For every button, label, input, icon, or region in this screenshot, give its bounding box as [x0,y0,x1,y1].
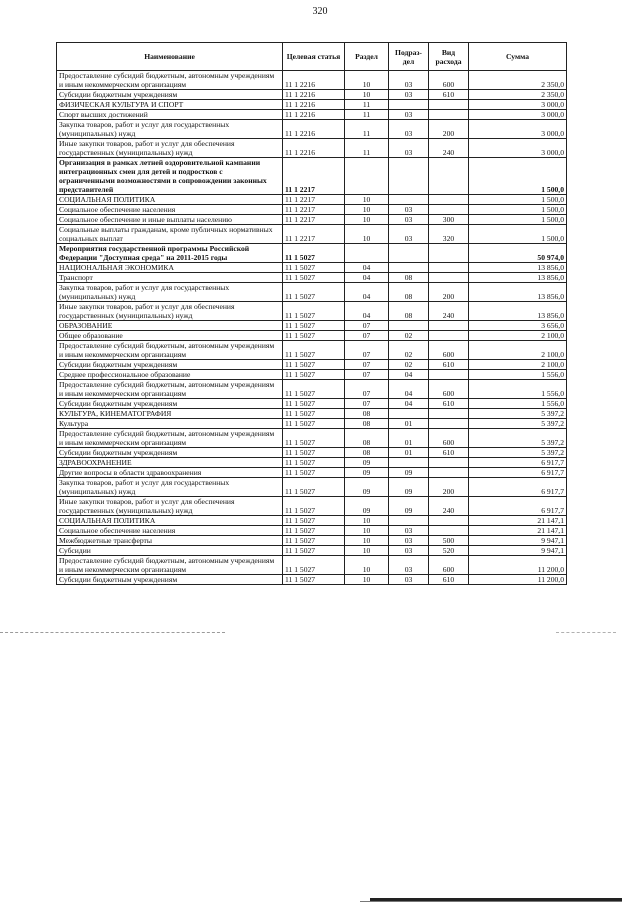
row-article-cell: 11 1 5027 [283,478,345,497]
row-expense-type-cell: 200 [429,283,469,302]
header-article: Целевая статья [283,43,345,71]
row-subsection-cell [389,100,429,110]
row-article-cell: 11 1 5027 [283,341,345,360]
table-row [57,331,567,341]
row-subsection-cell [389,321,429,331]
header-expense-type: Вид расхода [429,43,469,71]
row-amount-cell: 13 856,0 [469,302,567,321]
row-subsection-cell: 08 [389,273,429,283]
row-subsection-cell: 01 [389,448,429,458]
row-name-cell: Межбюджетные трансферты [57,536,283,546]
row-subsection-cell: 03 [389,225,429,244]
row-section-cell: 11 [345,120,389,139]
row-article-cell: 11 1 2216 [283,100,345,110]
row-article-cell: 11 1 5027 [283,360,345,370]
row-subsection-cell [389,516,429,526]
row-amount-cell: 1 500,0 [469,158,567,195]
table-row [57,302,567,321]
row-article-cell: 11 1 5027 [283,263,345,273]
row-section-cell: 09 [345,497,389,516]
row-article-cell: 11 1 5027 [283,468,345,478]
row-article-cell: 11 1 5027 [283,244,345,263]
row-section-cell [345,244,389,263]
table-row [57,321,567,331]
row-amount-cell: 5 397,2 [469,448,567,458]
row-article-cell: 11 1 5027 [283,321,345,331]
row-name-cell: Субсидии [57,546,283,556]
table-row [57,90,567,100]
row-subsection-cell: 02 [389,331,429,341]
row-article-cell: 11 1 5027 [283,546,345,556]
row-subsection-cell: 09 [389,478,429,497]
row-name-cell: Социальное обеспечение и иные выплаты населению [57,215,283,225]
row-article-cell: 11 1 5027 [283,458,345,468]
row-section-cell: 09 [345,478,389,497]
row-section-cell: 08 [345,429,389,448]
table-row [57,244,567,263]
row-amount-cell: 11 200,0 [469,575,567,585]
row-section-cell: 08 [345,448,389,458]
row-expense-type-cell [429,195,469,205]
row-name-cell: Организация в рамках летней оздоровительной кампании интеграционных смен для детей и подростков с ограниченными возможностями в сопровождении законных представителей [57,158,283,195]
row-expense-type-cell: 200 [429,120,469,139]
row-expense-type-cell: 600 [429,341,469,360]
row-section-cell: 07 [345,321,389,331]
row-expense-type-cell: 610 [429,448,469,458]
table-row [57,215,567,225]
row-amount-cell: 5 397,2 [469,419,567,429]
row-name-cell: Спорт высших достижений [57,110,283,120]
row-amount-cell: 1 556,0 [469,380,567,399]
row-subsection-cell: 03 [389,139,429,158]
row-expense-type-cell [429,263,469,273]
row-article-cell: 11 1 5027 [283,497,345,516]
row-section-cell: 07 [345,360,389,370]
row-section-cell: 10 [345,546,389,556]
row-expense-type-cell [429,468,469,478]
row-expense-type-cell [429,409,469,419]
row-name-cell: Предоставление субсидий бюджетным, автономным учреждениям и иным некоммерческим организациям [57,341,283,360]
row-section-cell: 07 [345,399,389,409]
row-article-cell: 11 1 2216 [283,90,345,100]
row-subsection-cell: 03 [389,536,429,546]
row-name-cell: Мероприятия государственной программы Российской Федерации "Доступная среда" на 2011-2015 годы [57,244,283,263]
row-amount-cell: 6 917,7 [469,497,567,516]
budget-table [56,42,567,585]
row-expense-type-cell: 500 [429,536,469,546]
table-row [57,205,567,215]
row-amount-cell: 13 856,0 [469,273,567,283]
row-name-cell: Субсидии бюджетным учреждениям [57,575,283,585]
row-name-cell: Другие вопросы в области здравоохранения [57,468,283,478]
row-subsection-cell: 03 [389,120,429,139]
row-expense-type-cell: 610 [429,399,469,409]
table-row [57,360,567,370]
table-row [57,497,567,516]
table-row [57,429,567,448]
row-expense-type-cell: 610 [429,360,469,370]
row-name-cell: Среднее профессиональное образование [57,370,283,380]
row-amount-cell: 3 000,0 [469,100,567,110]
row-subsection-cell: 03 [389,526,429,536]
row-expense-type-cell [429,158,469,195]
row-section-cell: 04 [345,263,389,273]
row-amount-cell: 1 500,0 [469,205,567,215]
row-expense-type-cell: 600 [429,429,469,448]
row-name-cell: ЗДРАВООХРАНЕНИЕ [57,458,283,468]
row-section-cell: 10 [345,71,389,90]
table-row [57,536,567,546]
row-expense-type-cell [429,516,469,526]
table-row [57,370,567,380]
row-article-cell: 11 1 5027 [283,380,345,399]
row-name-cell: Предоставление субсидий бюджетным, автономным учреждениям и иным некоммерческим организациям [57,429,283,448]
row-article-cell: 11 1 5027 [283,536,345,546]
row-subsection-cell: 03 [389,110,429,120]
row-amount-cell: 9 947,1 [469,546,567,556]
row-article-cell: 11 1 5027 [283,409,345,419]
bottom-rule-thin [360,901,622,902]
row-amount-cell: 13 856,0 [469,283,567,302]
row-expense-type-cell [429,526,469,536]
row-article-cell: 11 1 5027 [283,556,345,575]
row-expense-type-cell [429,331,469,341]
row-expense-type-cell: 610 [429,90,469,100]
row-expense-type-cell [429,419,469,429]
row-article-cell: 11 1 2217 [283,215,345,225]
row-article-cell: 11 1 2217 [283,205,345,215]
row-subsection-cell [389,195,429,205]
row-subsection-cell: 04 [389,370,429,380]
row-expense-type-cell [429,205,469,215]
row-subsection-cell [389,458,429,468]
row-name-cell: КУЛЬТУРА, КИНЕМАТОГРАФИЯ [57,409,283,419]
table-row [57,195,567,205]
row-subsection-cell [389,409,429,419]
row-expense-type-cell: 240 [429,139,469,158]
row-article-cell: 11 1 2216 [283,71,345,90]
row-amount-cell: 2 350,0 [469,90,567,100]
row-amount-cell: 6 917,7 [469,468,567,478]
row-name-cell: ОБРАЗОВАНИЕ [57,321,283,331]
row-amount-cell: 2 100,0 [469,331,567,341]
table-row [57,120,567,139]
row-name-cell: Закупка товаров, работ и услуг для государственных (муниципальных) нужд [57,120,283,139]
header-subsection: Подраз- дел [389,43,429,71]
row-name-cell: Социальные выплаты гражданам, кроме публичных нормативных социальных выплат [57,225,283,244]
row-section-cell: 07 [345,380,389,399]
table-row [57,100,567,110]
table-row [57,478,567,497]
row-subsection-cell: 04 [389,380,429,399]
table-row [57,526,567,536]
row-article-cell: 11 1 5027 [283,526,345,536]
row-name-cell: Культура [57,419,283,429]
row-amount-cell: 21 147,1 [469,516,567,526]
row-amount-cell: 1 500,0 [469,215,567,225]
row-subsection-cell [389,158,429,195]
row-article-cell: 11 1 5027 [283,283,345,302]
row-article-cell: 11 1 2216 [283,139,345,158]
row-name-cell: Предоставление субсидий бюджетным, автономным учреждениям и иным некоммерческим организациям [57,556,283,575]
row-article-cell: 11 1 5027 [283,331,345,341]
row-section-cell: 04 [345,302,389,321]
row-subsection-cell: 08 [389,283,429,302]
row-amount-cell: 6 917,7 [469,478,567,497]
row-amount-cell: 1 556,0 [469,370,567,380]
row-name-cell: ФИЗИЧЕСКАЯ КУЛЬТУРА И СПОРТ [57,100,283,110]
row-subsection-cell: 03 [389,556,429,575]
row-article-cell: 11 1 2216 [283,120,345,139]
row-amount-cell: 3 000,0 [469,120,567,139]
table-row [57,380,567,399]
row-subsection-cell: 04 [389,399,429,409]
table-row [57,419,567,429]
table-row [57,468,567,478]
row-section-cell: 11 [345,110,389,120]
row-subsection-cell: 03 [389,546,429,556]
row-name-cell: Общее образование [57,331,283,341]
row-amount-cell: 5 397,2 [469,409,567,419]
row-subsection-cell: 09 [389,497,429,516]
table-row [57,139,567,158]
row-section-cell: 04 [345,273,389,283]
row-amount-cell: 21 147,1 [469,526,567,536]
table-row [57,283,567,302]
row-amount-cell: 3 000,0 [469,110,567,120]
row-name-cell: Субсидии бюджетным учреждениям [57,360,283,370]
table-row [57,458,567,468]
row-expense-type-cell: 520 [429,546,469,556]
row-subsection-cell: 03 [389,71,429,90]
table-row [57,556,567,575]
row-subsection-cell [389,244,429,263]
row-subsection-cell [389,263,429,273]
table-header-row [57,43,567,71]
row-article-cell: 11 1 5027 [283,302,345,321]
row-amount-cell: 3 656,0 [469,321,567,331]
row-name-cell: НАЦИОНАЛЬНАЯ ЭКОНОМИКА [57,263,283,273]
row-expense-type-cell: 610 [429,575,469,585]
row-subsection-cell: 03 [389,575,429,585]
row-article-cell: 11 1 5027 [283,575,345,585]
row-amount-cell: 5 397,2 [469,429,567,448]
table-row [57,158,567,195]
row-article-cell: 11 1 5027 [283,448,345,458]
row-expense-type-cell [429,458,469,468]
row-expense-type-cell [429,100,469,110]
row-expense-type-cell [429,110,469,120]
row-name-cell: Иные закупки товаров, работ и услуг для обеспечения государственных (муниципальных) нужд [57,302,283,321]
row-amount-cell: 11 200,0 [469,556,567,575]
row-article-cell: 11 1 2216 [283,110,345,120]
row-section-cell: 07 [345,341,389,360]
row-name-cell: Закупка товаров, работ и услуг для государственных (муниципальных) нужд [57,283,283,302]
row-article-cell: 11 1 5027 [283,273,345,283]
row-section-cell: 04 [345,283,389,302]
row-subsection-cell: 09 [389,468,429,478]
row-subsection-cell: 01 [389,419,429,429]
row-amount-cell: 1 500,0 [469,225,567,244]
table-row [57,273,567,283]
table-row [57,409,567,419]
row-name-cell: Субсидии бюджетным учреждениям [57,90,283,100]
row-amount-cell: 1 500,0 [469,195,567,205]
row-section-cell: 10 [345,575,389,585]
row-section-cell: 10 [345,215,389,225]
row-article-cell: 11 1 2217 [283,195,345,205]
row-section-cell: 10 [345,90,389,100]
row-name-cell: Социальное обеспечение населения [57,526,283,536]
row-section-cell: 08 [345,419,389,429]
row-name-cell: СОЦИАЛЬНАЯ ПОЛИТИКА [57,195,283,205]
row-section-cell: 09 [345,468,389,478]
row-name-cell: Социальное обеспечение населения [57,205,283,215]
table-body [57,71,567,585]
row-expense-type-cell: 240 [429,497,469,516]
row-section-cell: 10 [345,225,389,244]
row-amount-cell: 3 000,0 [469,139,567,158]
row-article-cell: 11 1 2217 [283,158,345,195]
row-expense-type-cell: 300 [429,215,469,225]
page-number: 320 [312,6,328,17]
row-subsection-cell: 03 [389,90,429,100]
row-article-cell: 11 1 5027 [283,516,345,526]
row-section-cell: 11 [345,100,389,110]
row-expense-type-cell: 600 [429,380,469,399]
row-name-cell: Предоставление субсидий бюджетным, автономным учреждениям и иным некоммерческим организациям [57,380,283,399]
scan-dash-line-right [556,632,616,633]
table-row [57,448,567,458]
row-amount-cell: 2 100,0 [469,341,567,360]
row-section-cell: 10 [345,526,389,536]
table-row [57,575,567,585]
row-expense-type-cell: 600 [429,71,469,90]
row-amount-cell: 13 856,0 [469,263,567,273]
row-section-cell: 10 [345,556,389,575]
table-row [57,110,567,120]
row-name-cell: Иные закупки товаров, работ и услуг для обеспечения государственных (муниципальных) нужд [57,139,283,158]
row-subsection-cell: 03 [389,205,429,215]
row-section-cell: 10 [345,195,389,205]
row-expense-type-cell: 320 [429,225,469,244]
row-section-cell: 11 [345,139,389,158]
row-subsection-cell: 02 [389,341,429,360]
row-section-cell: 07 [345,370,389,380]
row-expense-type-cell: 600 [429,556,469,575]
row-name-cell: Иные закупки товаров, работ и услуг для обеспечения государственных (муниципальных) нужд [57,497,283,516]
row-section-cell: 08 [345,409,389,419]
row-amount-cell: 2 100,0 [469,360,567,370]
row-expense-type-cell: 240 [429,302,469,321]
row-section-cell: 10 [345,205,389,215]
row-name-cell: Предоставление субсидий бюджетным, автономным учреждениям и иным некоммерческим организациям [57,71,283,90]
row-name-cell: Закупка товаров, работ и услуг для государственных (муниципальных) нужд [57,478,283,497]
row-section-cell: 10 [345,516,389,526]
row-section-cell [345,158,389,195]
row-section-cell: 10 [345,536,389,546]
row-expense-type-cell [429,370,469,380]
row-amount-cell: 50 974,0 [469,244,567,263]
row-subsection-cell: 08 [389,302,429,321]
row-article-cell: 11 1 5027 [283,419,345,429]
row-article-cell: 11 1 5027 [283,429,345,448]
row-section-cell: 07 [345,331,389,341]
row-name-cell: СОЦИАЛЬНАЯ ПОЛИТИКА [57,516,283,526]
table-row [57,263,567,273]
row-article-cell: 11 1 2217 [283,225,345,244]
scan-dash-line-left [0,632,225,633]
row-subsection-cell: 03 [389,215,429,225]
table-row [57,546,567,556]
header-name: Наименование [57,43,283,71]
row-name-cell: Субсидии бюджетным учреждениям [57,399,283,409]
row-amount-cell: 2 350,0 [469,71,567,90]
row-expense-type-cell [429,321,469,331]
row-subsection-cell: 02 [389,360,429,370]
row-amount-cell: 9 947,1 [469,536,567,546]
row-article-cell: 11 1 5027 [283,399,345,409]
table-row [57,341,567,360]
row-name-cell: Транспорт [57,273,283,283]
row-article-cell: 11 1 5027 [283,370,345,380]
header-section: Раздел [345,43,389,71]
row-section-cell: 09 [345,458,389,468]
row-name-cell: Субсидии бюджетным учреждениям [57,448,283,458]
header-amount: Сумма [469,43,567,71]
row-expense-type-cell: 200 [429,478,469,497]
row-expense-type-cell [429,273,469,283]
row-subsection-cell: 01 [389,429,429,448]
table-row [57,399,567,409]
table-row [57,516,567,526]
row-expense-type-cell [429,244,469,263]
row-amount-cell: 1 556,0 [469,399,567,409]
table-row [57,71,567,90]
row-amount-cell: 6 917,7 [469,458,567,468]
table-row [57,225,567,244]
